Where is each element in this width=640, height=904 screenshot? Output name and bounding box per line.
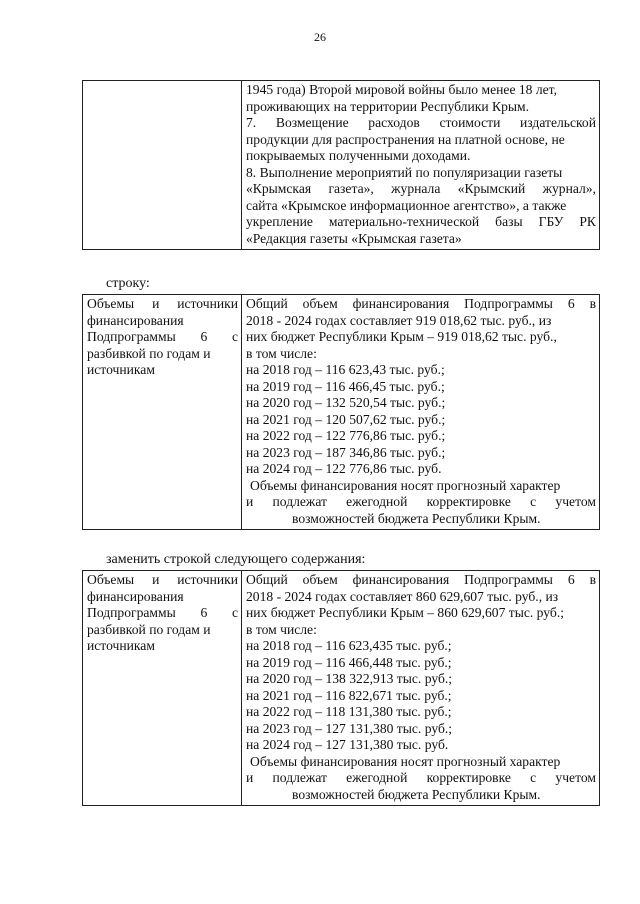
top-table-block — [82, 80, 600, 250]
text-line: 8. Выполнение мероприятий по популяризации газеты — [246, 164, 563, 180]
text-line: Объемы и источники — [87, 572, 238, 587]
text-line: разбивкой по годам и — [87, 345, 211, 361]
new-table-left-cell — [83, 571, 242, 806]
text-line: проживающих на территории Республики Крым. — [246, 98, 530, 114]
text-line: в том числе: — [246, 621, 317, 637]
top-table-right-cell — [242, 81, 600, 250]
top-table-left-cell — [83, 81, 242, 250]
text-line: источникам — [87, 362, 155, 377]
text-line: Подпрограммы 6 с — [87, 605, 238, 620]
text-line: них бюджет Республики Крым – 860 629,607 тыс. руб.; — [246, 605, 565, 620]
table-row — [83, 571, 600, 806]
old-table-block — [82, 294, 600, 530]
text-line: укрепление материально-технической базы ГБУ РК — [246, 214, 596, 229]
year-line: на 2022 год – 122 776,86 тыс. руб.; — [246, 428, 446, 443]
text-line: них бюджет Республики Крым – 919 018,62 тыс. руб., — [246, 329, 557, 344]
text-line: «Крымская газета», журнала «Крымский журнал», — [246, 181, 596, 196]
year-line: на 2024 год – 127 131,380 тыс. руб. — [246, 737, 449, 752]
text-line: Объемы финансирования носят прогнозный характер — [250, 477, 561, 493]
new-table — [82, 570, 600, 806]
year-line: на 2023 год – 187 346,86 тыс. руб.; — [246, 444, 446, 460]
year-line: на 2023 год – 127 131,380 тыс. руб.; — [246, 720, 453, 736]
text-line: Общий объем финансирования Подпрограммы 6 в — [246, 572, 596, 587]
text-line: 1945 года) Второй мировой войны было менее 18 лет, — [246, 82, 557, 97]
text-line: финансирования — [87, 588, 184, 604]
old-table-right-cell — [242, 295, 600, 530]
page-number: 26 — [314, 30, 326, 44]
text-line: возможностей бюджета Республики Крым. — [292, 510, 541, 526]
text-line: сайта «Крымское информационное агентство», а также — [246, 197, 567, 213]
year-line: на 2018 год – 116 623,43 тыс. руб.; — [246, 362, 445, 377]
text-line: Общий объем финансирования Подпрограммы 6 в — [246, 296, 596, 311]
year-line: на 2021 год – 120 507,62 тыс. руб.; — [246, 411, 446, 427]
table-row — [83, 295, 600, 530]
year-line: на 2020 год – 138 322,913 тыс. руб.; — [246, 671, 453, 686]
text-line: источникам — [87, 638, 155, 653]
caption-new-row: заменить строкой следующего содержания: — [106, 552, 366, 567]
text-line: Подпрограммы 6 с — [87, 329, 238, 344]
new-table-block — [82, 570, 600, 806]
year-line: на 2022 год – 118 131,380 тыс. руб.; — [246, 704, 452, 719]
text-line: 7. Возмещение расходов стоимости издательской — [246, 115, 596, 130]
table-row — [83, 81, 600, 250]
text-line: и подлежат ежегодной корректировке с учетом — [246, 494, 596, 509]
year-line: на 2020 год – 132 520,54 тыс. руб.; — [246, 395, 446, 410]
year-line: на 2019 год – 116 466,45 тыс. руб.; — [246, 378, 445, 394]
old-table — [82, 294, 600, 530]
text-line: и подлежат ежегодной корректировке с учетом — [246, 770, 596, 785]
year-line: на 2024 год – 122 776,86 тыс. руб. — [246, 461, 442, 476]
year-line: на 2018 год – 116 623,435 тыс. руб.; — [246, 638, 452, 653]
text-line: продукции для распространения на платной основе, не — [246, 131, 565, 147]
text-line: 2018 - 2024 годах составляет 860 629,607 тыс. руб., из — [246, 588, 559, 604]
new-table-right-cell — [242, 571, 600, 806]
year-line: на 2021 год – 116 822,671 тыс. руб.; — [246, 687, 452, 703]
old-table-left-cell — [83, 295, 242, 530]
text-line: в том числе: — [246, 345, 317, 361]
year-line: на 2019 год – 116 466,448 тыс. руб.; — [246, 654, 452, 670]
text-line: разбивкой по годам и — [87, 621, 211, 637]
caption-old-row: строку: — [106, 276, 150, 291]
text-line: 2018 - 2024 годах составляет 919 018,62 тыс. руб., из — [246, 312, 552, 328]
text-line: покрываемых полученными доходами. — [246, 148, 471, 163]
text-line: Объемы финансирования носят прогнозный характер — [250, 753, 561, 769]
text-line: «Редакция газеты «Крымская газета» — [246, 230, 462, 246]
text-line: возможностей бюджета Республики Крым. — [292, 786, 541, 802]
top-table — [82, 80, 600, 250]
text-line: Объемы и источники — [87, 296, 238, 311]
text-line: финансирования — [87, 312, 184, 328]
